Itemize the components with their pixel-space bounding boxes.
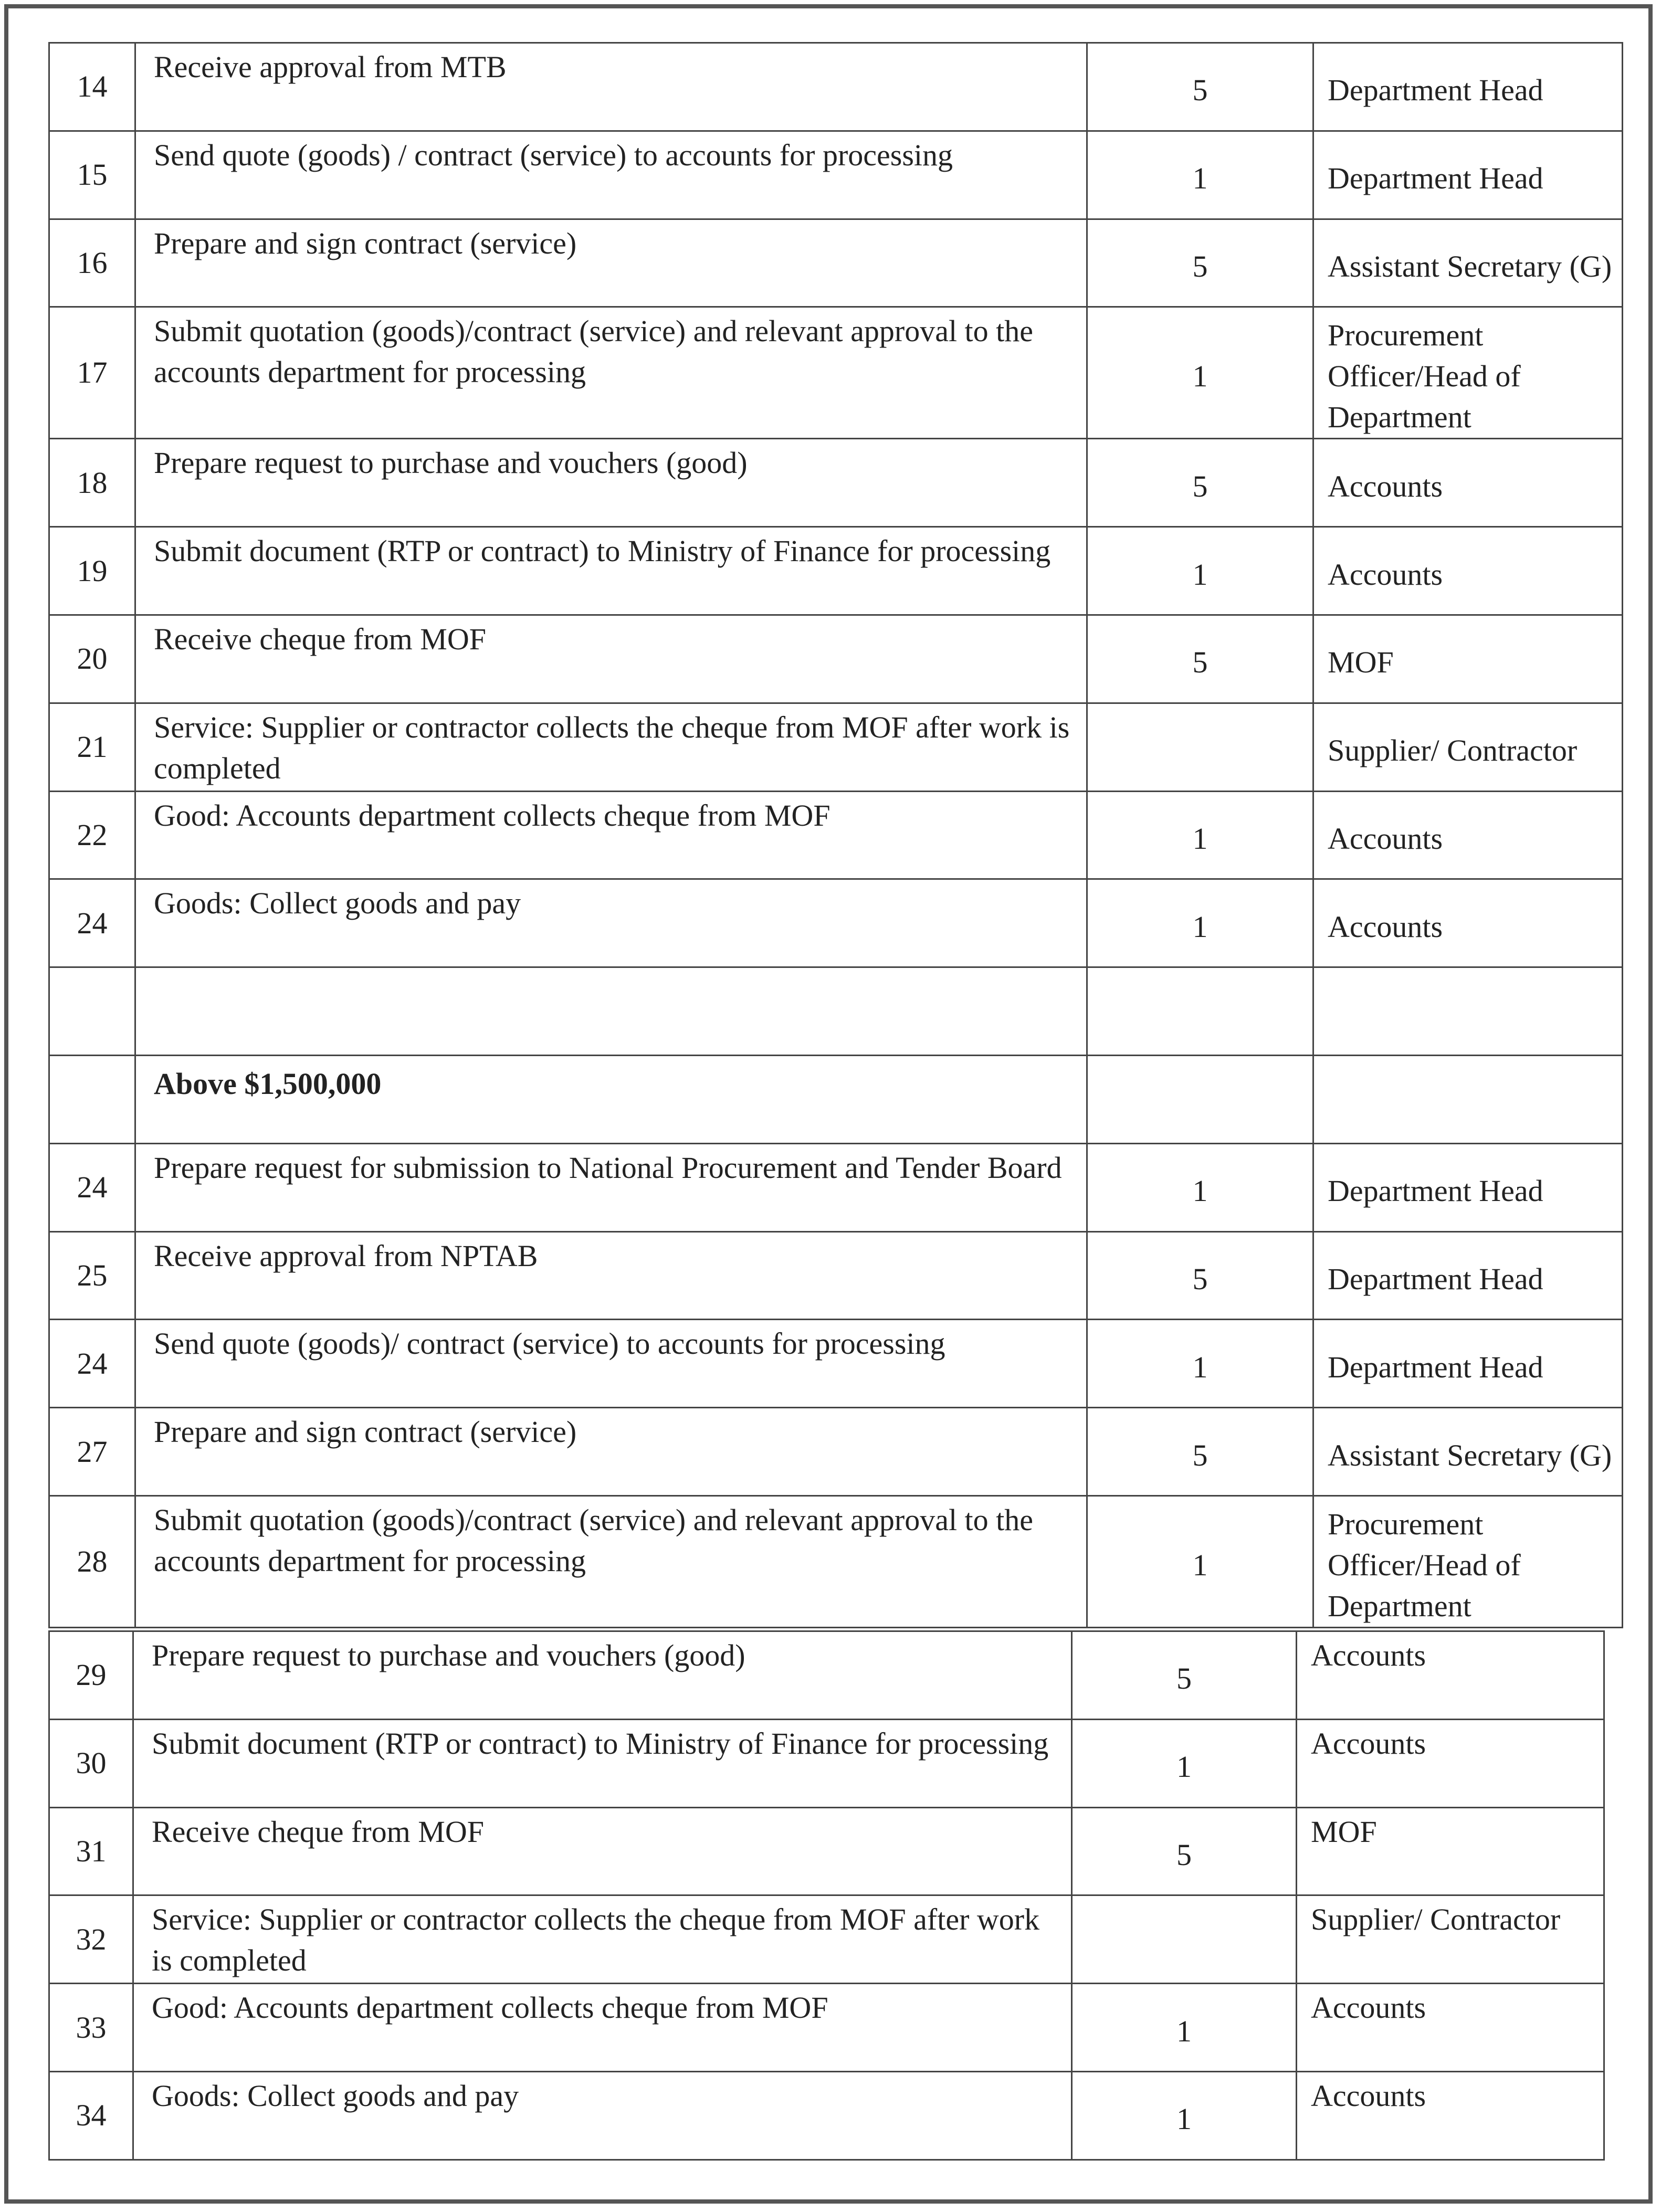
step-days: 5 xyxy=(1087,1231,1313,1320)
step-number: 18 xyxy=(49,439,135,527)
step-days: 1 xyxy=(1087,1320,1313,1408)
step-responsible: Procurement Officer/Head of Department xyxy=(1313,1495,1623,1627)
table-row xyxy=(49,131,1623,219)
empty-cell xyxy=(1087,1055,1313,1143)
step-description: Prepare request to purchase and vouchers (good) xyxy=(133,1631,1072,1720)
empty-cell xyxy=(49,967,135,1056)
empty-cell xyxy=(1087,967,1313,1056)
table-row xyxy=(49,1495,1623,1627)
step-responsible: Accounts xyxy=(1297,1631,1604,1720)
step-description: Submit document (RTP or contract) to Ministry of Finance for processing xyxy=(133,1719,1072,1807)
empty-row xyxy=(49,967,1623,1056)
step-description: Receive approval from MTB xyxy=(135,43,1087,131)
step-responsible: Department Head xyxy=(1313,43,1623,131)
step-responsible: Accounts xyxy=(1297,1719,1604,1807)
step-description: Prepare and sign contract (service) xyxy=(135,219,1087,307)
section-heading-row xyxy=(49,1055,1623,1143)
table-row xyxy=(49,1143,1623,1231)
table-row xyxy=(49,1895,1604,1984)
step-responsible: MOF xyxy=(1297,1807,1604,1895)
step-number: 32 xyxy=(49,1895,133,1984)
step-description: Service: Supplier or contractor collects the cheque from MOF after work is completed xyxy=(135,703,1087,791)
table-row xyxy=(49,703,1623,791)
step-description: Good: Accounts department collects cheque from MOF xyxy=(133,1984,1072,2072)
table-row xyxy=(49,219,1623,307)
step-number: 33 xyxy=(49,1984,133,2072)
step-days: 5 xyxy=(1087,439,1313,527)
step-days: 5 xyxy=(1072,1807,1297,1895)
step-description: Prepare request to purchase and vouchers (good) xyxy=(135,439,1087,527)
step-description: Goods: Collect goods and pay xyxy=(135,879,1087,967)
step-days: 1 xyxy=(1072,2071,1297,2160)
step-responsible: Accounts xyxy=(1313,879,1623,967)
step-days: 5 xyxy=(1087,615,1313,703)
table-row xyxy=(49,43,1623,131)
table-row xyxy=(49,1408,1623,1496)
step-days: 5 xyxy=(1087,219,1313,307)
step-days: 1 xyxy=(1087,131,1313,219)
step-description: Receive approval from NPTAB xyxy=(135,1231,1087,1320)
step-description: Good: Accounts department collects cheque from MOF xyxy=(135,791,1087,879)
step-number: 24 xyxy=(49,1320,135,1408)
step-number: 24 xyxy=(49,1143,135,1231)
step-number: 31 xyxy=(49,1807,133,1895)
step-description: Submit document (RTP or contract) to Ministry of Finance for processing xyxy=(135,527,1087,615)
table-row xyxy=(49,1807,1604,1895)
step-number: 20 xyxy=(49,615,135,703)
step-days: 1 xyxy=(1087,1143,1313,1231)
step-description: Submit quotation (goods)/contract (service) and relevant approval to the accounts department for processing xyxy=(135,1495,1087,1627)
step-description: Receive cheque from MOF xyxy=(133,1807,1072,1895)
step-number: 17 xyxy=(49,307,135,439)
step-description: Prepare request for submission to National Procurement and Tender Board xyxy=(135,1143,1087,1231)
table-row xyxy=(49,1631,1604,1720)
step-number: 27 xyxy=(49,1408,135,1496)
step-days xyxy=(1087,703,1313,791)
step-days: 1 xyxy=(1087,527,1313,615)
table-row xyxy=(49,879,1623,967)
step-number: 15 xyxy=(49,131,135,219)
step-description: Send quote (goods) / contract (service) to accounts for processing xyxy=(135,131,1087,219)
step-description: Submit quotation (goods)/contract (service) and relevant approval to the accounts department for processing xyxy=(135,307,1087,439)
step-days: 1 xyxy=(1087,791,1313,879)
step-days xyxy=(1072,1895,1297,1984)
step-responsible: Supplier/ Contractor xyxy=(1297,1895,1604,1984)
step-days: 5 xyxy=(1072,1631,1297,1720)
step-number: 21 xyxy=(49,703,135,791)
step-number: 34 xyxy=(49,2071,133,2160)
step-number: 28 xyxy=(49,1495,135,1627)
table-row xyxy=(49,1231,1623,1320)
table-row xyxy=(49,439,1623,527)
step-responsible: Accounts xyxy=(1313,439,1623,527)
step-description: Goods: Collect goods and pay xyxy=(133,2071,1072,2160)
step-responsible: Assistant Secretary (G) xyxy=(1313,1408,1623,1496)
step-number: 29 xyxy=(49,1631,133,1720)
step-days: 1 xyxy=(1072,1719,1297,1807)
step-responsible: Department Head xyxy=(1313,131,1623,219)
step-responsible: Accounts xyxy=(1313,791,1623,879)
table-row xyxy=(49,1719,1604,1807)
step-description: Receive cheque from MOF xyxy=(135,615,1087,703)
step-responsible: Accounts xyxy=(1297,1984,1604,2072)
table-row xyxy=(49,1320,1623,1408)
step-number: 14 xyxy=(49,43,135,131)
step-responsible: Assistant Secretary (G) xyxy=(1313,219,1623,307)
step-responsible: Accounts xyxy=(1297,2071,1604,2160)
step-days: 1 xyxy=(1072,1984,1297,2072)
step-responsible: Procurement Officer/Head of Department xyxy=(1313,307,1623,439)
step-days: 1 xyxy=(1087,879,1313,967)
step-number: 25 xyxy=(49,1231,135,1320)
table-row xyxy=(49,791,1623,879)
step-days: 5 xyxy=(1087,1408,1313,1496)
table-row xyxy=(49,615,1623,703)
step-days: 1 xyxy=(1087,1495,1313,1627)
step-responsible: Supplier/ Contractor xyxy=(1313,703,1623,791)
table-row xyxy=(49,527,1623,615)
table-row xyxy=(49,2071,1604,2160)
step-days: 1 xyxy=(1087,307,1313,439)
step-description: Service: Supplier or contractor collects the cheque from MOF after work is completed xyxy=(133,1895,1072,1984)
step-description: Prepare and sign contract (service) xyxy=(135,1408,1087,1496)
table-row xyxy=(49,307,1623,439)
section-heading: Above $1,500,000 xyxy=(135,1055,1087,1143)
step-number: 30 xyxy=(49,1719,133,1807)
page-frame xyxy=(4,4,1653,2204)
step-responsible: Accounts xyxy=(1313,527,1623,615)
step-number: 19 xyxy=(49,527,135,615)
step-responsible: Department Head xyxy=(1313,1143,1623,1231)
table-row xyxy=(49,1984,1604,2072)
step-number: 22 xyxy=(49,791,135,879)
procurement-steps-table xyxy=(48,42,1623,1628)
step-responsible: Department Head xyxy=(1313,1320,1623,1408)
step-number: 16 xyxy=(49,219,135,307)
empty-cell xyxy=(1313,967,1623,1056)
empty-cell xyxy=(49,1055,135,1143)
step-number: 24 xyxy=(49,879,135,967)
empty-cell xyxy=(1313,1055,1623,1143)
empty-cell xyxy=(135,967,1087,1056)
step-days: 5 xyxy=(1087,43,1313,131)
procurement-steps-table-continued xyxy=(48,1630,1605,2161)
step-responsible: MOF xyxy=(1313,615,1623,703)
step-responsible: Department Head xyxy=(1313,1231,1623,1320)
step-description: Send quote (goods)/ contract (service) to accounts for processing xyxy=(135,1320,1087,1408)
